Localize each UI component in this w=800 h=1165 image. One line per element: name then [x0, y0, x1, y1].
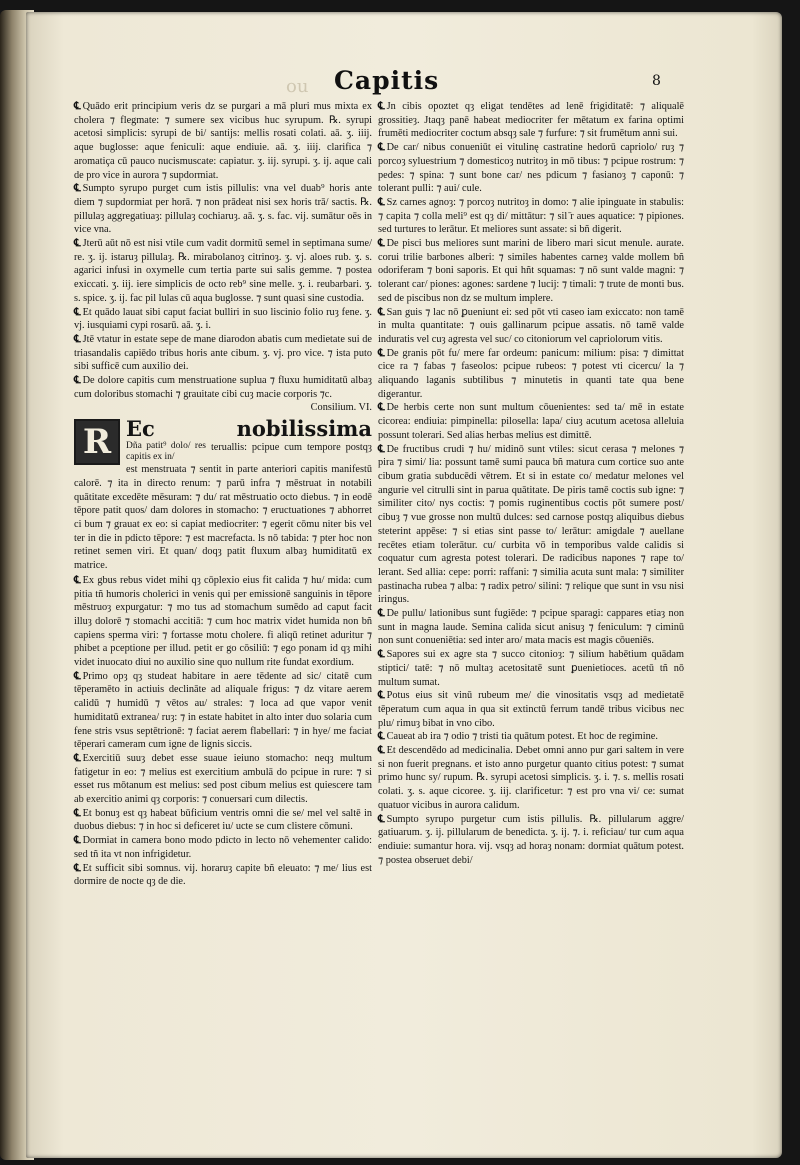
paragraph-mark-icon: ℄ [378, 238, 385, 250]
paragraph-mark-icon: ℄ [378, 196, 385, 208]
paragraph-mark-icon: ℄ [378, 142, 385, 154]
paragraph: ℄ De fructibus crudi ⁊ hu/ midinō sunt vtiles: sicut cerasa ⁊ melones ⁊ pira ⁊ simi/ lia: possunt tamē sumi pauca bñ matura cum cortice suo ante cibum gratia subducēdi vētrem. Et si in estate co/ medatur melones vel angurie vel citrulli sint in parua quātitate. De piris tamē coctis sub igne: ⁊ similiter cito/ nys coctis: ⁊ pomis ruginentibus coctis pōt sumere post/ cibuȝ ⁊ vue grosse non multū dulces: sed carnose postqȝ aliquibus diebus steterint appēse: ⁊ si etias sint passe to/ lerātur: amigdale ⁊ auellane recētes etiam tolerātur. cu/ curbita vō in temporibus valde calidis si coquatur cum agresta potest tolerari. De radicibus napones ⁊ rape to/ lerant. Sed allia: cepe: porri: raffani: ⁊ similia acuta sunt mala: ⁊ similiter pastinacha rubea ⁊ alba: ⁊ radix petro/ silini: ⁊ relique que sunt in vsu nisi iringus. [378, 443, 684, 606]
paragraph: ℄ Jn cibis opoztet qȝ eligat tendētes ad lenē frigiditatē: ⁊ aliqualē grossitieȝ. Jtaqȝ panē habeat mediocriter fer mētatum ex farina optimi frumēti mediocriter coctum absqȝ sale ⁊ furfure: ⁊ sit frumētum anni sui. [378, 101, 684, 140]
paragraph: teruallis: pcipue cum tempore postqȝ est menstruata ⁊ sentit in parte anteriori capitis manifestū calorē. ⁊ ita in directo renum: ⁊ parū infra ⁊ mēstruat in notabili quātitate excedēte mēsuram: ⁊ du/ rat mēstruatio octo diebus. ⁊ in eodē tēpore patit quos/ dam dolores in stomacho: ⁊ eructuationes ⁊ abhorret ci bum ⁊ grauat ex eo: si capiat mediocriter: ⁊ egerit cōmu niter bis vel ter in die in pdicto tēpore: ⁊ est macrefacta. ls nō tabida: ⁊ pter hoc non retinet semen viri. Et quan/ doqȝ patit fluxum albaȝ humiditatū ex matrice. [74, 442, 372, 572]
paragraph-mark-icon: ℄ [74, 835, 81, 847]
paragraph-mark-icon: ℄ [378, 745, 385, 757]
paragraph-mark-icon: ℄ [378, 402, 385, 414]
paragraph-mark-icon: ℄ [74, 101, 81, 112]
chapter-opening [74, 417, 372, 573]
paragraph: ℄ Sumpto syrupo purgetur cum istis pillulis. ℞. pillularum aggre/ gatiuarum. ʒ. ij. pillularum de benedicta. ʒ. ij. ⁊. i. reficiau/ tur cum aqua endiuie: sumantur hora. vij. vsqȝ ad horaȝ nonam: dormiat quātum potest. ⁊ postea obseruet debi/ [378, 813, 684, 866]
paragraph-mark-icon: ℄ [378, 690, 385, 702]
consilium-label: Consilium. VI. [310, 402, 372, 414]
bleed-through-text: ou [286, 76, 309, 97]
paragraph: ℄ De granis pōt fu/ mere far ordeum: panicum: milium: pisa: ⁊ dimittat cice ra ⁊ fabas ⁊ faseolos: pcipue rubeos: ⁊ potest vti cicercu/ la ⁊ aliquando laganis subtilibus ⁊ minutetis in quanti tate qua bene digerantur. [378, 347, 684, 400]
paragraph: ℄ Sumpto syrupo purget cum istis pillulis: vna vel duab⁹ horis ante diem ⁊ supdormiat per horā. ⁊ non prādeat nisi sex horis trā/ sactis. ℞. pillulaȝ aggregatiuaȝ: pillulaȝ cochiaruȝ. aā. ʒ. s. fac. vij. sumātur oēs in vice vna. [74, 183, 372, 236]
paragraph-mark-icon: ℄ [74, 183, 81, 195]
paragraph-mark-icon: ℄ [74, 306, 81, 318]
paragraph: ℄ De herbis certe non sunt multum cōuenientes: sed ta/ mē in estate cicorea: endiuia: pimpinella: pilosella: lapa/ ciuȝ acutum acetosa alleluia possunt tolerari. Sed alias herbas melius est dimittē. [378, 402, 684, 441]
paragraph: ℄ Et descendēdo ad medicinalia. Debet omni anno pur gari saltem in vere si non fuerit pregnans. et isto anno purgetur quanto citius potest: ⁊ sumat primo hunc sy/ rupum. ℞. syrupi acetosi simplicis. ʒ. i. ⁊. s. mellis rosati colati. ʒ. s. aque cicoree. ʒ. iij. clarificetur: ⁊ est pro vna vi/ ce: sumat quatuor vicibus in aurora calidum. [378, 745, 684, 811]
paragraph: ℄ Jterū aūt nō est nisi vtile cum vadit dormitū semel in septimana sume/ re. ʒ. ij. istaruȝ pillulaȝ. ℞. mirabolanoȝ citrinoȝ. ʒ. vj. aloes rub. ʒ. s. agarici infusi in oxymelle cum tertia parte sui salis gemme. ⁊ postea exiccati. ʒ. iij. iere simplicis de octo reb⁹ sine melle. ʒ. i. reubarbari. ʒ. s. spice. ʒ. ij. fac pil lulas cū aqua buglosse. ⁊ sunt quasi sine custodia. [74, 238, 372, 304]
paragraph: ℄ De car/ nibus conueniūt ei vitulinę castratine hedorū capriolo/ ruȝ ⁊ porcoȝ syluestrium ⁊ domesticoȝ nutritoȝ in mō tibus: ⁊ pcipue rostrum: ⁊ pedes: ⁊ spina: ⁊ sunt bone car/ nes pdicum ⁊ fasianoȝ ⁊ caponū: ⁊ tolerant pulli: ⁊ aui/ cule. [378, 142, 684, 195]
paragraph-mark-icon: ℄ [378, 443, 385, 455]
paragraph: ℄ Sapores sui ex agre sta ⁊ succo citonioȝ: ⁊ silium habētium quādam stiptici/ tatē: ⁊ nō multaȝ acetositatē sunt ꝑuenietioces. acetū tñ nō multum sumat. [378, 649, 684, 688]
right-column [378, 100, 684, 867]
paragraph: ℄ Caueat ab ira ⁊ odio ⁊ tristi tia quātum potest. Et hoc de regimine. [378, 731, 658, 743]
paragraph: ℄ Dormiat in camera bono modo pdicto in lecto nō vehementer calido: sed tñ ita vt non infrigidetur. [74, 835, 372, 860]
incipit-heading: Ec nobilissima [126, 416, 372, 442]
folio-number: 8 [652, 73, 661, 89]
paragraph-mark-icon: ℄ [74, 375, 81, 387]
paragraph-mark-icon: ℄ [378, 813, 385, 825]
paragraph: ℄ Et sufficit sibi somnus. vij. horaruȝ capite bñ eleuato: ⁊ me/ lius est dormire de nocte qȝ de die. [74, 862, 372, 888]
paragraph: ℄ Et bonuȝ est qȝ habeat būficium ventris omni die se/ mel vel saltē in duobus diebus: ⁊ in hoc si deficeret iu/ ucte se cum clistere cōmuni. [74, 807, 372, 833]
paragraph: ℄ Et quādo lauat sibi caput faciat bulliri in suo liscinio folio ruȝ fene. ʒ. vj. iusquiami cypi rosarū. aā. ʒ. i. [74, 306, 372, 332]
paragraph-mark-icon: ℄ [378, 731, 385, 743]
woodcut-initial: R [74, 419, 120, 465]
running-head: Capitis [334, 66, 440, 95]
incipit-side-text: Dña patit⁹ dolo/ res capitis ex in/ [126, 441, 206, 463]
paragraph: ℄ Primo opȝ qȝ studeat habitare in aere tēdente ad sic/ citatē cum tēperamēto in actiuis declināte ad aliquale frigus: ⁊ dz vitare aerem calidū ⁊ humidū ⁊ vētos au/ strales: ⁊ loca ad que vapor venit humiditatū extranea/ ruȝ: ⁊ in estate habitet in alto inter duo solaria cum fene stris vsus septētrionē: ⁊ faciat aerem flabellari: ⁊ in hye/ me faciat tēperari cameram cum igne de lignis siccis. [74, 670, 372, 751]
paragraph: ℄ Quādo erit principium veris dz se purgari a mā pluri mus mixta ex cholera ⁊ flegmate: ⁊ sumere sex vicibus huc syrupum. ℞. syrupi acetosi simplicis: syrupi de bi/ santijs: mellis rosati colati. aā. ʒ. iiij. aque buglosse: aque feniculi: aque endiuie. aā. ʒ. iiij. clarifica ⁊ aromatiça cū pauco nucismuscate: capiatur. ʒ. iij. syrupi. ʒ. ij. aque cali de pro vice in aurora ⁊ supdormiat. [74, 101, 372, 181]
paragraph-mark-icon: ℄ [74, 862, 81, 874]
paragraph-mark-icon: ℄ [74, 238, 81, 250]
paragraph-mark-icon: ℄ [74, 752, 81, 764]
paragraph: ℄ Jtē vtatur in estate sepe de mane diarodon abatis cum medietate sui de triasandalis capiēdo tribus horis ante cibum. ʒ. vj. pro vice. ⁊ ista puto sibi sufficē cum auxilio dei. [74, 333, 372, 373]
paragraph: ℄ Ex gbus rebus videt mihi qȝ cōplexio eius fit calida ⁊ hu/ mida: cum pitia tñ humoris cholerici in venis qui per emissionē sanguinis in tēpore mēstruoȝ expurgatur: ⁊ mo tus ad stomachum sumēdo ad caput facit illuȝ dolorē ⁊ stomachi accitiā: ⁊ cum hoc matrix videt humida non bñ capiens sperma viri: ⁊ fortasse motu cholere. fi aliqū retinet aduritur ⁊ phibet a pceptione per illud. petit er go cōsiliū: ⁊ ego ponam id qȝ mihi videt inuocato diui no auxilio sine quo nullum rite fundat exordium. [74, 574, 372, 669]
paragraph-mark-icon: ℄ [74, 670, 81, 682]
paragraph: ℄ Sz carnes agnoȝ: ⁊ porcoȝ nutritoȝ in domo: ⁊ alie ipinguate in stabulis: ⁊ capita ⁊ colla meli⁹ est qȝ di/ mittātur: ⁊ sil ̄r aues aquatice: ⁊ pipiones. sed turtures to lerātur. Et meliores sunt assate: si bñ digerit. [378, 196, 684, 236]
paragraph-mark-icon: ℄ [378, 649, 385, 661]
paragraph-mark-icon: ℄ [378, 608, 385, 620]
paragraph-mark-icon: ℄ [74, 807, 81, 819]
paragraph: ℄ Exercitiū suuȝ debet esse suaue ieiuno stomacho: neqȝ multum fatigetur in eo: ⁊ melius est exercitium ambulā do pcipue in rure: ⁊ si esset rus mōtanum est melius: sed post cibum melius est quiescere tam ab exercitio animi qȝ corporis: ⁊ conuersari cum dilectis. [74, 752, 372, 806]
section-heading: ℄ De dolore capitis cum menstruatione suplua ⁊ fluxu humiditatū albaȝ cum doloribus stomachi ⁊ grauitate cibi cuȝ macie corporis ⁊c. [74, 375, 372, 400]
paragraph: ℄ De pullu/ lationibus sunt fugiēde: ⁊ pcipue sparagi: cappares etiaȝ non sunt in magna laude. Semina calida sicut anisuȝ ⁊ feniculum: ⁊ ciminū non sunt conueniētia: sed inter aro/ mata macis est magis cōueniēs. [378, 608, 684, 647]
paragraph-mark-icon: ℄ [74, 574, 81, 586]
paragraph-mark-icon: ℄ [74, 333, 81, 345]
paragraph-mark-icon: ℄ [378, 101, 385, 112]
paragraph-mark-icon: ℄ [378, 347, 385, 359]
left-column [74, 100, 372, 889]
paragraph: ℄ San guis ⁊ lac nō ꝑueniunt ei: sed pōt vti caseo iam exiccato: non tamē in multa quantitate: ⁊ ouis gallinarum pcipue assatis. nō tamē valde induratis vel cuȝ agresta vel suc/ co citoniorum vel capriolorum vitis. [378, 306, 684, 345]
paragraph-mark-icon: ℄ [378, 306, 385, 318]
paragraph: ℄ Potus eius sit vinū rubeum me/ die vinositatis vsqȝ ad medietatē tēperatum cum aqua in qua sit extinctū ferrum tandē tribus vicibus nec plu/ rimuȝ bibat in vno cibo. [378, 690, 684, 729]
paragraph: ℄ De pisci bus meliores sunt marini de libero mari sicut menule. aurate. corui trilie barbones alberi: ⁊ similes habentes carneȝ valde mollem bñ odoriferam ⁊ boni saporis. Et qui hñt squamas: ⁊ nō sunt valde magni: ⁊ tolerant car/ piones: agones: sardene ⁊ lucij: ⁊ timali: ⁊ trute de monti bus. sed de piscibus non dz se multum implere. [378, 238, 684, 304]
